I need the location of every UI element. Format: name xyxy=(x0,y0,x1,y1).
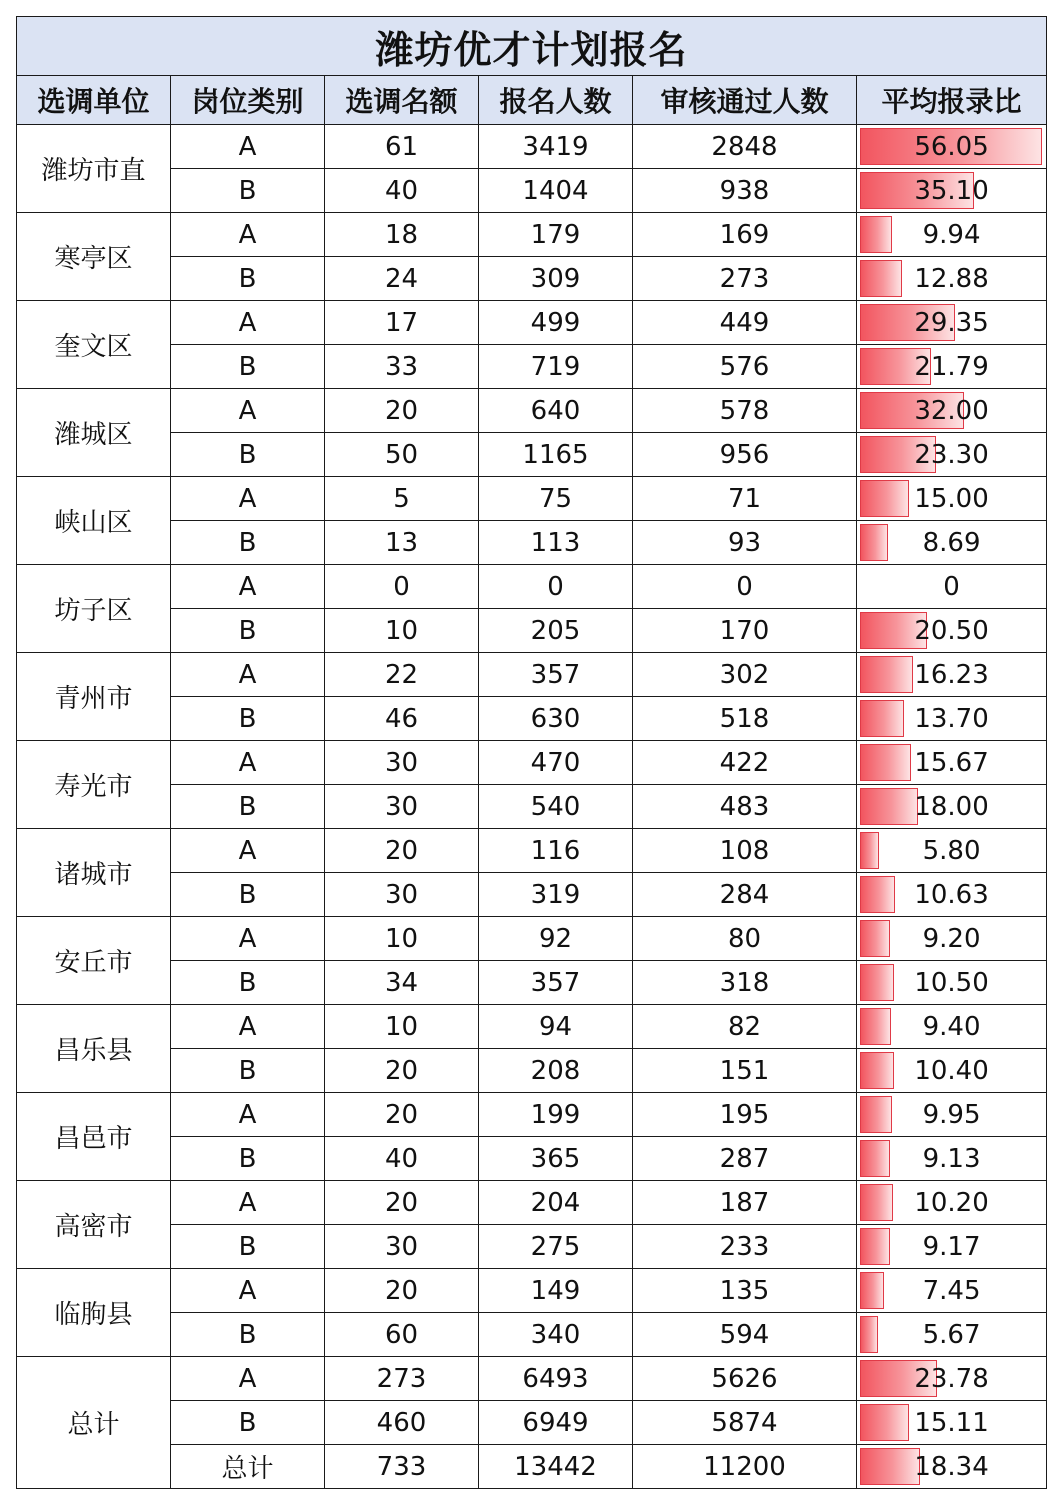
approved-cell: 151 xyxy=(633,1049,857,1093)
category-cell: A xyxy=(171,389,325,433)
unit-cell: 高密市 xyxy=(17,1181,171,1269)
quota-cell: 61 xyxy=(325,125,479,169)
applicants-cell: 309 xyxy=(479,257,633,301)
approved-cell: 518 xyxy=(633,697,857,741)
table-row xyxy=(17,785,1047,829)
quota-cell: 30 xyxy=(325,873,479,917)
unit-cell: 峡山区 xyxy=(17,477,171,565)
header-row xyxy=(17,76,1047,125)
ratio-cell xyxy=(857,565,1047,609)
ratio-cell xyxy=(857,1445,1047,1489)
ratio-cell xyxy=(857,1313,1047,1357)
approved-cell: 108 xyxy=(633,829,857,873)
table-row xyxy=(17,565,1047,609)
applicants-cell: 149 xyxy=(479,1269,633,1313)
category-cell: B xyxy=(171,873,325,917)
ratio-value: 32.00 xyxy=(914,395,989,426)
ratio-cell xyxy=(857,1269,1047,1313)
applicants-cell: 75 xyxy=(479,477,633,521)
ratio-value: 15.00 xyxy=(914,483,989,514)
approved-cell: 195 xyxy=(633,1093,857,1137)
category-cell: A xyxy=(171,653,325,697)
approved-cell: 594 xyxy=(633,1313,857,1357)
table-row xyxy=(17,1225,1047,1269)
ratio-value: 13.70 xyxy=(914,703,989,734)
table-row xyxy=(17,521,1047,565)
ratio-value: 0 xyxy=(943,571,960,602)
unit-cell: 奎文区 xyxy=(17,301,171,389)
registration-table xyxy=(16,16,1047,1489)
approved-cell: 318 xyxy=(633,961,857,1005)
approved-cell: 273 xyxy=(633,257,857,301)
quota-cell: 40 xyxy=(325,169,479,213)
table-row xyxy=(17,389,1047,433)
ratio-databar xyxy=(860,700,904,737)
header-applicants: 报名人数 xyxy=(479,76,633,125)
applicants-cell: 540 xyxy=(479,785,633,829)
category-cell: A xyxy=(171,1269,325,1313)
quota-cell: 273 xyxy=(325,1357,479,1401)
table-row xyxy=(17,1181,1047,1225)
ratio-value: 10.20 xyxy=(914,1187,989,1218)
table-row xyxy=(17,345,1047,389)
applicants-cell: 199 xyxy=(479,1093,633,1137)
approved-cell: 449 xyxy=(633,301,857,345)
applicants-cell: 113 xyxy=(479,521,633,565)
applicants-cell: 13442 xyxy=(479,1445,633,1489)
quota-cell: 18 xyxy=(325,213,479,257)
applicants-cell: 340 xyxy=(479,1313,633,1357)
applicants-cell: 319 xyxy=(479,873,633,917)
table-row xyxy=(17,1313,1047,1357)
applicants-cell: 0 xyxy=(479,565,633,609)
table-row xyxy=(17,257,1047,301)
ratio-value: 10.50 xyxy=(914,967,989,998)
ratio-cell xyxy=(857,785,1047,829)
quota-cell: 20 xyxy=(325,1181,479,1225)
ratio-cell xyxy=(857,873,1047,917)
ratio-value: 18.00 xyxy=(914,791,989,822)
approved-cell: 93 xyxy=(633,521,857,565)
category-cell: B xyxy=(171,697,325,741)
ratio-value: 16.23 xyxy=(914,659,989,690)
approved-cell: 82 xyxy=(633,1005,857,1049)
unit-cell: 昌乐县 xyxy=(17,1005,171,1093)
approved-cell: 11200 xyxy=(633,1445,857,1489)
ratio-value: 8.69 xyxy=(922,527,981,558)
ratio-databar xyxy=(860,1008,891,1045)
ratio-cell xyxy=(857,917,1047,961)
table-row xyxy=(17,741,1047,785)
ratio-databar xyxy=(860,744,911,781)
unit-cell: 寿光市 xyxy=(17,741,171,829)
quota-cell: 13 xyxy=(325,521,479,565)
applicants-cell: 3419 xyxy=(479,125,633,169)
table-row xyxy=(17,1269,1047,1313)
category-cell: A xyxy=(171,213,325,257)
applicants-cell: 357 xyxy=(479,653,633,697)
quota-cell: 46 xyxy=(325,697,479,741)
table-row xyxy=(17,433,1047,477)
quota-cell: 34 xyxy=(325,961,479,1005)
ratio-cell xyxy=(857,829,1047,873)
table-row xyxy=(17,477,1047,521)
approved-cell: 284 xyxy=(633,873,857,917)
applicants-cell: 6493 xyxy=(479,1357,633,1401)
header-unit: 选调单位 xyxy=(17,76,171,125)
approved-cell: 170 xyxy=(633,609,857,653)
ratio-cell xyxy=(857,477,1047,521)
table-row xyxy=(17,917,1047,961)
ratio-value: 5.80 xyxy=(922,835,981,866)
ratio-value: 35.10 xyxy=(914,175,989,206)
approved-cell: 5874 xyxy=(633,1401,857,1445)
registration-sheet xyxy=(16,16,1047,1489)
ratio-cell xyxy=(857,1181,1047,1225)
applicants-cell: 208 xyxy=(479,1049,633,1093)
quota-cell: 22 xyxy=(325,653,479,697)
quota-cell: 17 xyxy=(325,301,479,345)
quota-cell: 24 xyxy=(325,257,479,301)
approved-cell: 5626 xyxy=(633,1357,857,1401)
approved-cell: 578 xyxy=(633,389,857,433)
ratio-databar xyxy=(860,964,894,1001)
unit-cell: 坊子区 xyxy=(17,565,171,653)
quota-cell: 20 xyxy=(325,1269,479,1313)
ratio-databar xyxy=(860,216,892,253)
table-row xyxy=(17,1401,1047,1445)
quota-cell: 40 xyxy=(325,1137,479,1181)
category-cell: A xyxy=(171,565,325,609)
quota-cell: 5 xyxy=(325,477,479,521)
ratio-databar xyxy=(860,1316,878,1353)
quota-cell: 30 xyxy=(325,741,479,785)
approved-cell: 287 xyxy=(633,1137,857,1181)
approved-cell: 483 xyxy=(633,785,857,829)
table-row xyxy=(17,1445,1047,1489)
ratio-cell xyxy=(857,1049,1047,1093)
approved-cell: 135 xyxy=(633,1269,857,1313)
category-cell: B xyxy=(171,1137,325,1181)
applicants-cell: 365 xyxy=(479,1137,633,1181)
ratio-databar xyxy=(860,1448,920,1485)
applicants-cell: 94 xyxy=(479,1005,633,1049)
applicants-cell: 640 xyxy=(479,389,633,433)
table-row xyxy=(17,1049,1047,1093)
category-cell: B xyxy=(171,1049,325,1093)
approved-cell: 169 xyxy=(633,213,857,257)
applicants-cell: 719 xyxy=(479,345,633,389)
ratio-cell xyxy=(857,433,1047,477)
category-cell: 总计 xyxy=(171,1445,325,1489)
ratio-cell xyxy=(857,1137,1047,1181)
approved-cell: 938 xyxy=(633,169,857,213)
ratio-cell xyxy=(857,609,1047,653)
table-row xyxy=(17,301,1047,345)
applicants-cell: 204 xyxy=(479,1181,633,1225)
category-cell: B xyxy=(171,521,325,565)
category-cell: B xyxy=(171,169,325,213)
quota-cell: 20 xyxy=(325,1093,479,1137)
category-cell: B xyxy=(171,345,325,389)
ratio-databar xyxy=(860,832,879,869)
ratio-value: 23.30 xyxy=(914,439,989,470)
ratio-cell xyxy=(857,257,1047,301)
table-title: 潍坊优才计划报名 xyxy=(17,17,1047,76)
applicants-cell: 116 xyxy=(479,829,633,873)
table-row xyxy=(17,961,1047,1005)
ratio-cell xyxy=(857,653,1047,697)
category-cell: A xyxy=(171,1005,325,1049)
quota-cell: 733 xyxy=(325,1445,479,1489)
approved-cell: 956 xyxy=(633,433,857,477)
table-row xyxy=(17,1137,1047,1181)
ratio-databar xyxy=(860,656,913,693)
approved-cell: 80 xyxy=(633,917,857,961)
applicants-cell: 205 xyxy=(479,609,633,653)
approved-cell: 71 xyxy=(633,477,857,521)
unit-cell: 寒亭区 xyxy=(17,213,171,301)
approved-cell: 576 xyxy=(633,345,857,389)
ratio-value: 12.88 xyxy=(914,263,989,294)
approved-cell: 422 xyxy=(633,741,857,785)
ratio-value: 29.35 xyxy=(914,307,989,338)
ratio-cell xyxy=(857,345,1047,389)
ratio-value: 15.67 xyxy=(914,747,989,778)
ratio-value: 9.95 xyxy=(922,1099,981,1130)
quota-cell: 30 xyxy=(325,785,479,829)
ratio-cell xyxy=(857,213,1047,257)
ratio-value: 10.63 xyxy=(914,879,989,910)
category-cell: A xyxy=(171,829,325,873)
applicants-cell: 92 xyxy=(479,917,633,961)
table-row xyxy=(17,873,1047,917)
unit-cell: 昌邑市 xyxy=(17,1093,171,1181)
category-cell: B xyxy=(171,1401,325,1445)
ratio-databar xyxy=(860,1272,884,1309)
ratio-cell xyxy=(857,961,1047,1005)
quota-cell: 460 xyxy=(325,1401,479,1445)
category-cell: B xyxy=(171,1225,325,1269)
category-cell: A xyxy=(171,1093,325,1137)
table-row xyxy=(17,169,1047,213)
ratio-databar xyxy=(860,1404,909,1441)
applicants-cell: 1404 xyxy=(479,169,633,213)
approved-cell: 302 xyxy=(633,653,857,697)
ratio-databar xyxy=(860,480,909,517)
ratio-cell xyxy=(857,169,1047,213)
quota-cell: 20 xyxy=(325,1049,479,1093)
category-cell: B xyxy=(171,433,325,477)
ratio-cell xyxy=(857,741,1047,785)
table-row xyxy=(17,829,1047,873)
ratio-value: 10.40 xyxy=(914,1055,989,1086)
unit-cell: 潍城区 xyxy=(17,389,171,477)
ratio-databar xyxy=(860,876,895,913)
category-cell: A xyxy=(171,477,325,521)
table-row xyxy=(17,1357,1047,1401)
quota-cell: 33 xyxy=(325,345,479,389)
ratio-cell xyxy=(857,1357,1047,1401)
category-cell: A xyxy=(171,301,325,345)
category-cell: A xyxy=(171,1181,325,1225)
approved-cell: 0 xyxy=(633,565,857,609)
table-row xyxy=(17,653,1047,697)
quota-cell: 10 xyxy=(325,609,479,653)
table-row xyxy=(17,213,1047,257)
header-approved: 审核通过人数 xyxy=(633,76,857,125)
ratio-databar xyxy=(860,1140,890,1177)
category-cell: A xyxy=(171,741,325,785)
approved-cell: 187 xyxy=(633,1181,857,1225)
header-quota: 选调名额 xyxy=(325,76,479,125)
ratio-cell xyxy=(857,1093,1047,1137)
unit-cell: 临朐县 xyxy=(17,1269,171,1357)
header-category: 岗位类别 xyxy=(171,76,325,125)
unit-cell: 诸城市 xyxy=(17,829,171,917)
ratio-databar xyxy=(860,1096,892,1133)
approved-cell: 2848 xyxy=(633,125,857,169)
unit-cell: 潍坊市直 xyxy=(17,125,171,213)
category-cell: B xyxy=(171,609,325,653)
unit-cell: 总计 xyxy=(17,1357,171,1489)
applicants-cell: 6949 xyxy=(479,1401,633,1445)
table-row xyxy=(17,1005,1047,1049)
approved-cell: 233 xyxy=(633,1225,857,1269)
quota-cell: 10 xyxy=(325,917,479,961)
header-ratio: 平均报录比 xyxy=(857,76,1047,125)
ratio-value: 9.17 xyxy=(922,1231,981,1262)
category-cell: B xyxy=(171,257,325,301)
applicants-cell: 179 xyxy=(479,213,633,257)
unit-cell: 青州市 xyxy=(17,653,171,741)
applicants-cell: 1165 xyxy=(479,433,633,477)
quota-cell: 20 xyxy=(325,829,479,873)
ratio-value: 5.67 xyxy=(922,1319,981,1350)
applicants-cell: 630 xyxy=(479,697,633,741)
ratio-value: 7.45 xyxy=(922,1275,981,1306)
category-cell: B xyxy=(171,961,325,1005)
quota-cell: 20 xyxy=(325,389,479,433)
ratio-value: 56.05 xyxy=(914,131,989,162)
ratio-value: 9.94 xyxy=(922,219,981,250)
unit-cell: 安丘市 xyxy=(17,917,171,1005)
ratio-value: 23.78 xyxy=(914,1363,989,1394)
applicants-cell: 499 xyxy=(479,301,633,345)
ratio-databar xyxy=(860,1184,893,1221)
ratio-cell xyxy=(857,521,1047,565)
quota-cell: 60 xyxy=(325,1313,479,1357)
ratio-cell xyxy=(857,1225,1047,1269)
ratio-value: 9.40 xyxy=(922,1011,981,1042)
ratio-value: 21.79 xyxy=(914,351,989,382)
category-cell: A xyxy=(171,917,325,961)
ratio-cell xyxy=(857,1005,1047,1049)
quota-cell: 0 xyxy=(325,565,479,609)
table-row xyxy=(17,125,1047,169)
table-row xyxy=(17,609,1047,653)
applicants-cell: 275 xyxy=(479,1225,633,1269)
ratio-databar xyxy=(860,920,890,957)
quota-cell: 10 xyxy=(325,1005,479,1049)
category-cell: A xyxy=(171,125,325,169)
ratio-cell xyxy=(857,125,1047,169)
ratio-databar xyxy=(860,1228,890,1265)
ratio-value: 9.13 xyxy=(922,1143,981,1174)
ratio-cell xyxy=(857,697,1047,741)
quota-cell: 30 xyxy=(325,1225,479,1269)
ratio-databar xyxy=(860,788,918,825)
ratio-cell xyxy=(857,1401,1047,1445)
category-cell: B xyxy=(171,785,325,829)
applicants-cell: 470 xyxy=(479,741,633,785)
ratio-value: 15.11 xyxy=(914,1407,989,1438)
ratio-databar xyxy=(860,1052,894,1089)
category-cell: B xyxy=(171,1313,325,1357)
ratio-cell xyxy=(857,389,1047,433)
applicants-cell: 357 xyxy=(479,961,633,1005)
category-cell: A xyxy=(171,1357,325,1401)
ratio-databar xyxy=(860,524,888,561)
table-row xyxy=(17,697,1047,741)
quota-cell: 50 xyxy=(325,433,479,477)
ratio-value: 18.34 xyxy=(914,1451,989,1482)
ratio-value: 20.50 xyxy=(914,615,989,646)
ratio-value: 9.20 xyxy=(922,923,981,954)
ratio-databar xyxy=(860,260,902,297)
ratio-cell xyxy=(857,301,1047,345)
table-row xyxy=(17,1093,1047,1137)
